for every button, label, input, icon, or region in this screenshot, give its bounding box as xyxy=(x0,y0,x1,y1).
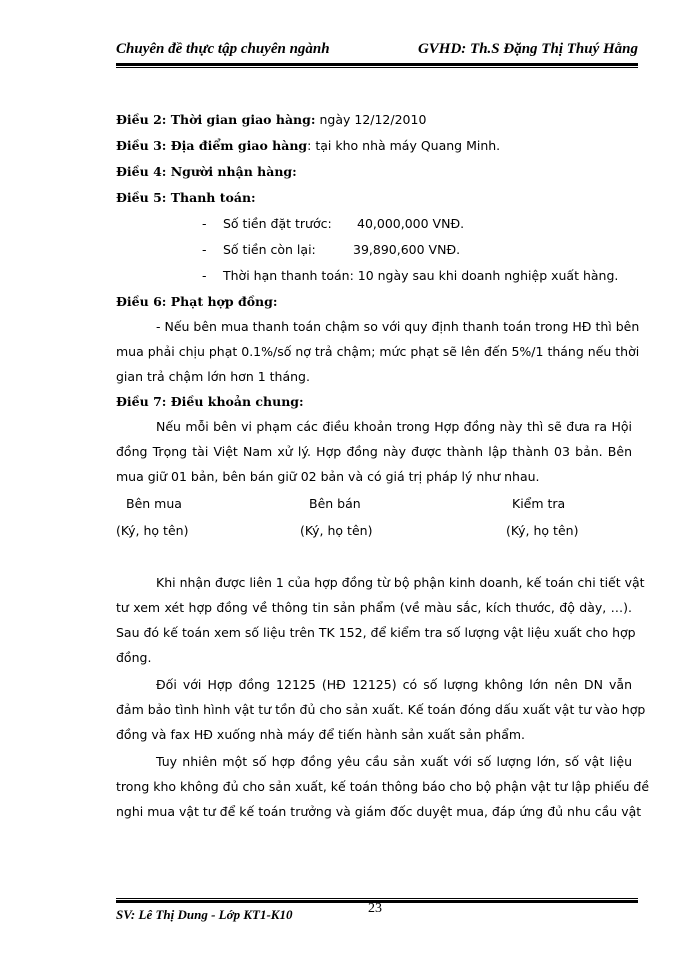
signature-buyer: Bên mua xyxy=(126,496,182,511)
payment-item-term xyxy=(202,268,619,284)
signature-inspector-note: (Ký, họ tên) xyxy=(506,523,579,538)
article-2-label: Điều 2: Thời gian giao hàng: xyxy=(116,112,316,127)
article-7 xyxy=(116,394,304,410)
prepaid-value: 40,000,000 VNĐ. xyxy=(357,216,465,231)
article-6-line-3 xyxy=(116,369,310,385)
article-5-label: Điều 5: Thanh toán: xyxy=(116,190,256,205)
paragraph-1-line-4 xyxy=(116,650,151,666)
payment-term: Thời hạn thanh toán: 10 ngày sau khi doanh nghiệp xuất hàng. xyxy=(223,268,619,283)
article-3 xyxy=(116,138,500,154)
bullet-dash: - xyxy=(202,268,207,283)
page-number: 23 xyxy=(368,901,382,916)
paragraph-text: đảm bảo tình hình vật tư tồn đủ cho sản xuất. Kế toán đóng dấu xuất vật tư vào hợp xyxy=(116,702,646,717)
paragraph-3-line-2 xyxy=(116,779,650,795)
header-supervisor: GVHD: Th.S Đặng Thị Thuý Hằng xyxy=(417,41,638,57)
article-7-text: Nếu mỗi bên vi phạm các điều khoản trong Hợp đồng này thì sẽ đưa ra Hội xyxy=(156,419,632,434)
article-6-line-2 xyxy=(116,344,640,360)
article-2-text: ngày 12/12/2010 xyxy=(315,112,427,127)
header-course-title: Chuyên đề thực tập chuyên ngành xyxy=(116,41,330,57)
bullet-dash: - xyxy=(202,216,207,231)
signature-titles xyxy=(116,496,632,512)
article-7-label: Điều 7: Điều khoản chung: xyxy=(116,394,304,409)
article-6 xyxy=(116,294,277,310)
article-6-text: mua phải chịu phạt 0.1%/số nợ trả chậm; mức phạt sẽ lên đến 5%/1 tháng nếu thời xyxy=(116,344,640,359)
article-4-label: Điều 4: Người nhận hàng: xyxy=(116,164,297,179)
remaining-value: 39,890,600 VNĐ. xyxy=(353,242,461,257)
paragraph-text: trong kho không đủ cho sản xuất, kế toán thông báo cho bộ phận vật tư lập phiếu đề xyxy=(116,779,650,794)
article-6-label: Điều 6: Phạt hợp đồng: xyxy=(116,294,278,309)
paragraph-text: Đối với Hợp đồng 12125 (HĐ 12125) có số lượng không lớn nên DN vẫn xyxy=(156,677,632,692)
paragraph-1-line-2 xyxy=(116,600,632,616)
paragraph-3-line-1 xyxy=(156,754,632,770)
article-3-text: : tại kho nhà máy Quang Minh. xyxy=(307,138,501,153)
paragraph-text: tư xem xét hợp đồng về thông tin sản phẩm (về màu sắc, kích thước, độ dày, …). xyxy=(116,600,632,615)
article-6-line-1 xyxy=(156,319,640,335)
prepaid-label: Số tiền đặt trước: xyxy=(223,216,332,231)
remaining-label: Số tiền còn lại: xyxy=(223,242,316,257)
signature-buyer-note: (Ký, họ tên) xyxy=(116,523,189,538)
paragraph-text: đồng và fax HĐ xuống nhà máy để tiến hành sản xuất sản phẩm. xyxy=(116,727,526,742)
payment-item-prepaid xyxy=(202,216,465,232)
article-7-line-1 xyxy=(156,419,632,435)
paragraph-2-line-1 xyxy=(156,677,632,693)
paragraph-text: Sau đó kế toán xem số liệu trên TK 152, để kiểm tra số lượng vật liệu xuất cho hợp xyxy=(116,625,636,640)
paragraph-1-line-3 xyxy=(116,625,636,641)
article-6-text: - Nếu bên mua thanh toán chậm so với quy định thanh toán trong HĐ thì bên xyxy=(156,319,640,334)
footer-student-info: SV: Lê Thị Dung - Lớp KT1-K10 xyxy=(116,907,293,922)
signature-notes xyxy=(116,523,632,539)
article-5 xyxy=(116,190,256,206)
paragraph-2-line-3 xyxy=(116,727,525,743)
bullet-dash: - xyxy=(202,242,207,257)
article-7-text: đồng Trọng tài Việt Nam xử lý. Hợp đồng này được thành lập thành 03 bản. Bên xyxy=(116,444,632,459)
header-divider xyxy=(116,63,638,68)
signature-seller-note: (Ký, họ tên) xyxy=(300,523,373,538)
paragraph-text: đồng. xyxy=(116,650,152,665)
article-7-text: mua giữ 01 bản, bên bán giữ 02 bản và có giá trị pháp lý như nhau. xyxy=(116,469,540,484)
signature-seller: Bên bán xyxy=(309,496,361,511)
paragraph-text: Khi nhận được liên 1 của hợp đồng từ bộ phận kinh doanh, kế toán chi tiết vật xyxy=(156,575,645,590)
payment-item-remaining xyxy=(202,242,461,258)
article-7-line-2 xyxy=(116,444,632,460)
paragraph-text: nghi mua vật tư để kế toán trưởng và giám đốc duyệt mua, đáp ứng đủ nhu cầu vật xyxy=(116,804,642,819)
paragraph-3-line-3 xyxy=(116,804,642,820)
paragraph-text: Tuy nhiên một số hợp đồng yêu cầu sản xuất với số lượng lớn, số vật liệu xyxy=(156,754,632,769)
article-4 xyxy=(116,164,297,180)
article-7-line-3 xyxy=(116,469,540,485)
signature-inspector: Kiểm tra xyxy=(512,496,566,511)
article-3-label: Điều 3: Địa điểm giao hàng xyxy=(116,138,308,153)
paragraph-2-line-2 xyxy=(116,702,646,718)
article-6-text: gian trả chậm lớn hơn 1 tháng. xyxy=(116,369,310,384)
article-2 xyxy=(116,112,426,128)
paragraph-1-line-1 xyxy=(156,575,645,591)
